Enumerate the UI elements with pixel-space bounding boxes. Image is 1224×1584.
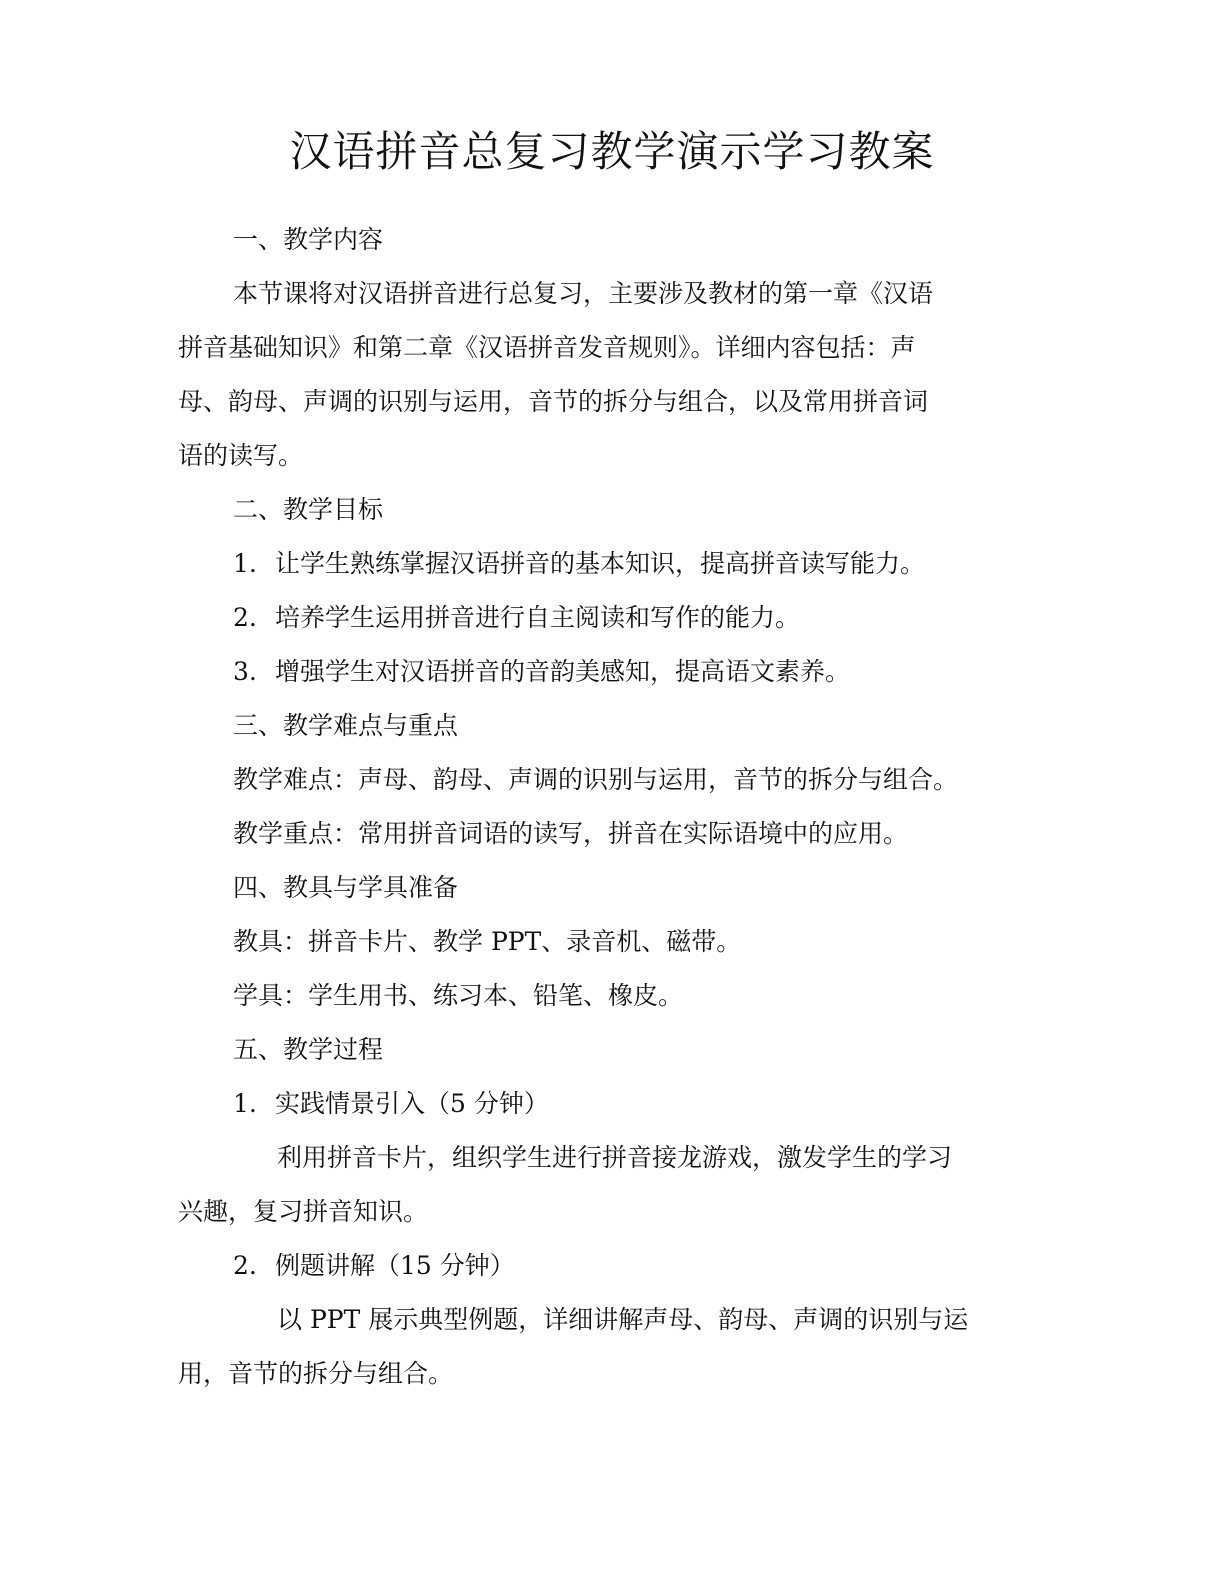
step-title: 实践情景引入（5 分钟） bbox=[275, 1089, 549, 1118]
paragraph-line: 利用拼音卡片，组织学生进行拼音接龙游戏，激发学生的学习 bbox=[277, 1143, 953, 1172]
paragraph-line: 兴趣，复习拼音知识。 bbox=[178, 1197, 429, 1226]
goal-text: 增强学生对汉语拼音的音韵美感知，提高语文素养。 bbox=[275, 657, 851, 686]
step-number: 1. bbox=[233, 1089, 257, 1118]
goal-number: 2. bbox=[233, 603, 257, 632]
section-heading-process: 五、教学过程 bbox=[233, 1035, 384, 1064]
paragraph-line: 拼音基础知识》和第二章《汉语拼音发音规则》。详细内容包括：声 bbox=[178, 333, 916, 362]
section-heading-tools: 四、教具与学具准备 bbox=[233, 873, 459, 902]
goal-item bbox=[233, 546, 925, 582]
paragraph-line: 本节课将对汉语拼音进行总复习，主要涉及教材的第一章《汉语 bbox=[233, 279, 934, 308]
step-heading bbox=[233, 1248, 515, 1284]
goal-number: 3. bbox=[233, 657, 257, 686]
section-heading-goals: 二、教学目标 bbox=[233, 495, 384, 524]
paragraph-line: 以 PPT 展示典型例题，详细讲解声母、韵母、声调的识别与运 bbox=[277, 1305, 969, 1334]
difficulty-text: 教学难点：声母、韵母、声调的识别与运用，音节的拆分与组合。 bbox=[233, 765, 959, 794]
section-heading-difficulty: 三、教学难点与重点 bbox=[233, 711, 459, 740]
goal-item bbox=[233, 600, 800, 636]
key-point-text: 教学重点：常用拼音词语的读写，拼音在实际语境中的应用。 bbox=[233, 819, 909, 848]
section-heading-content: 一、教学内容 bbox=[233, 225, 384, 254]
paragraph-line: 语的读写。 bbox=[178, 441, 304, 470]
step-number: 2. bbox=[233, 1251, 257, 1280]
paragraph-line: 用，音节的拆分与组合。 bbox=[178, 1359, 454, 1388]
goal-item bbox=[233, 654, 850, 690]
teacher-tools-text: 教具：拼音卡片、教学 PPT、录音机、磁带。 bbox=[233, 927, 742, 956]
goal-number: 1. bbox=[233, 549, 257, 578]
step-title: 例题讲解（15 分钟） bbox=[275, 1251, 515, 1280]
student-tools-text: 学具：学生用书、练习本、铅笔、橡皮。 bbox=[233, 981, 684, 1010]
paragraph-line: 母、韵母、声调的识别与运用，音节的拆分与组合，以及常用拼音词 bbox=[178, 387, 929, 416]
goal-text: 培养学生运用拼音进行自主阅读和写作的能力。 bbox=[275, 603, 801, 632]
goal-text: 让学生熟练掌握汉语拼音的基本知识，提高拼音读写能力。 bbox=[275, 549, 926, 578]
document-title: 汉语拼音总复习教学演示学习教案 bbox=[289, 127, 935, 176]
step-heading bbox=[233, 1086, 549, 1122]
